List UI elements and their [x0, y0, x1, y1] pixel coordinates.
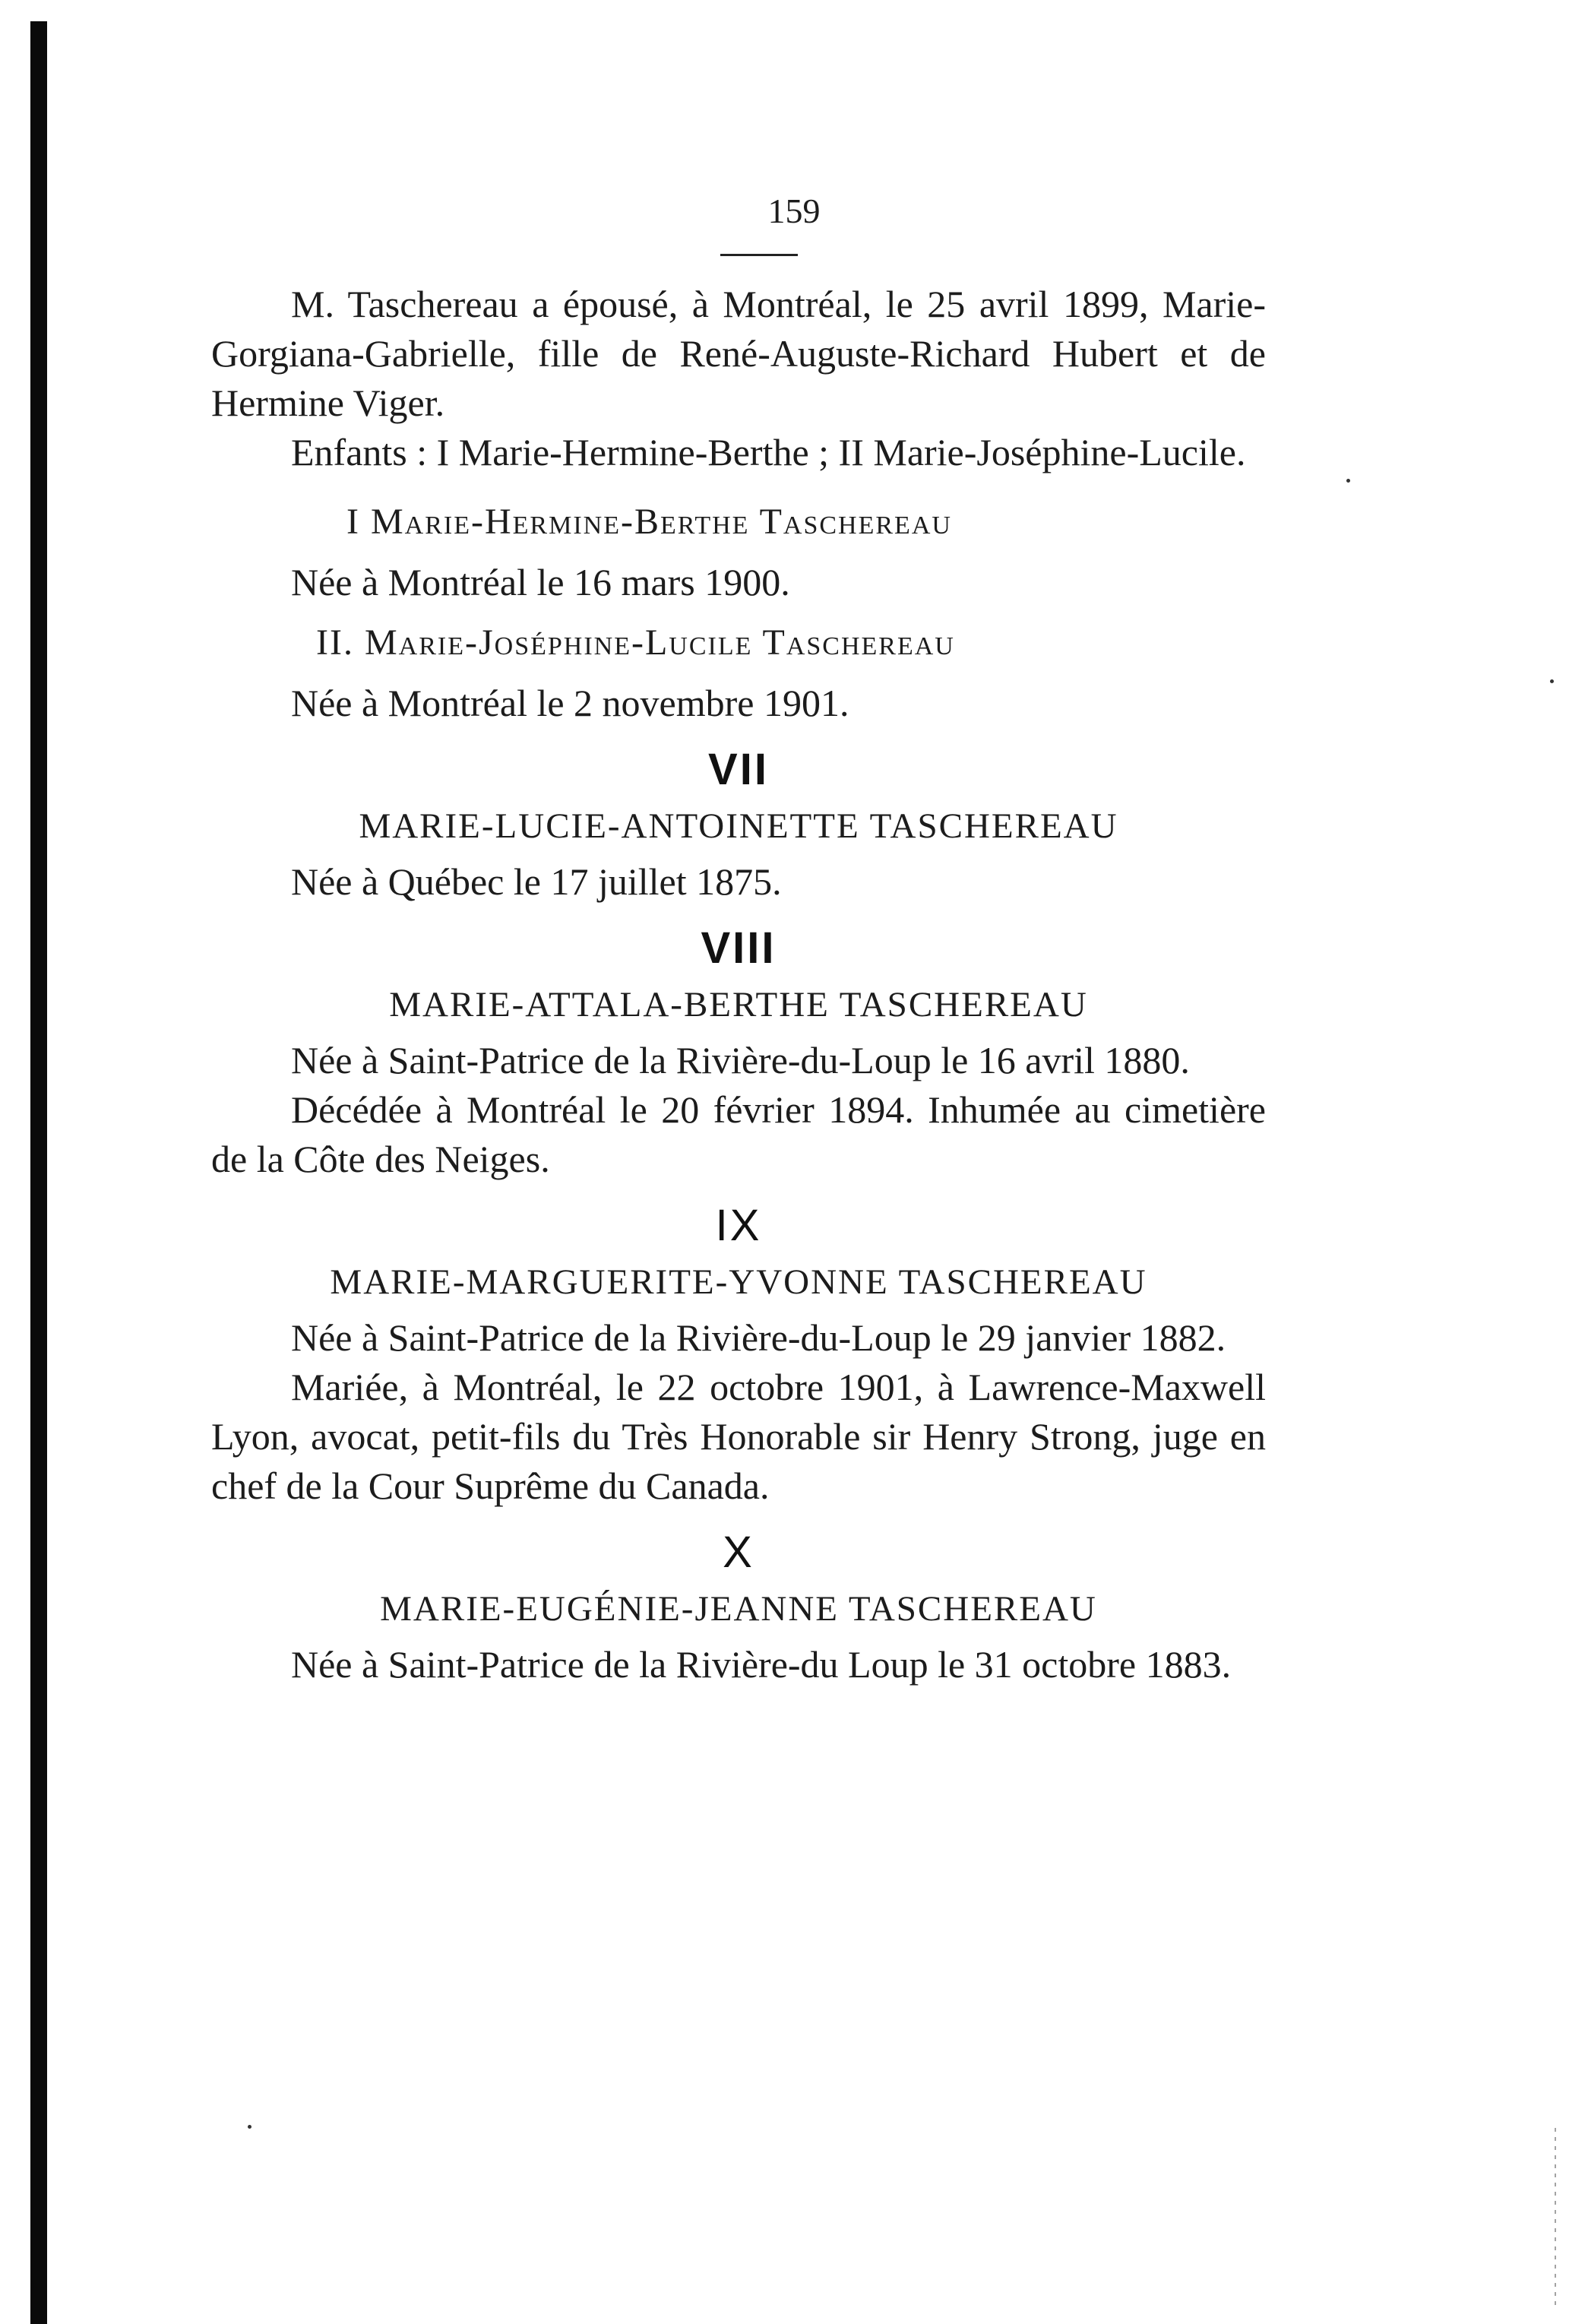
- section-paragraph: Née à Saint-Patrice de la Rivière-du-Loup le 16 avril 1880.: [291, 1039, 1190, 1081]
- page-number-rule: [720, 254, 798, 256]
- section-person-name: MARIE-EUGÉNIE-JEANNE TASCHEREAU: [380, 1589, 1097, 1629]
- child-birth-2: Née à Montréal le 2 novembre 1901.: [291, 682, 849, 724]
- page-body: [211, 280, 1266, 1689]
- marriage-paragraph: M. Taschereau a épousé, à Montréal, le 25 avril 1899, Marie-Gorgiana-Gabrielle, fille de René-Auguste-Richard Hubert et de Hermine Viger.: [211, 283, 1266, 424]
- section-person-name: MARIE-MARGUERITE-YVONNE TASCHEREAU: [330, 1262, 1147, 1302]
- section-paragraph: Née à Saint-Patrice de la Rivière-du Loup le 31 octobre 1883.: [291, 1643, 1232, 1686]
- child-birth-1: Née à Montréal le 16 mars 1900.: [291, 561, 790, 603]
- section-paragraph: Décédée à Montréal le 20 février 1894. Inhumée au cimetière de la Côte des Neiges.: [211, 1088, 1266, 1180]
- print-speck: [1346, 479, 1350, 483]
- section-paragraph: Mariée, à Montréal, le 22 octobre 1901, à Lawrence-Maxwell Lyon, avocat, petit-fils du Très Honorable sir Henry Strong, juge en chef de la Cour Suprême du Canada.: [211, 1366, 1266, 1507]
- print-speck: [1550, 679, 1554, 683]
- page-edge-mark: [1555, 2128, 1556, 2310]
- child-heading-1: I Marie-Hermine-Berthe Taschereau: [346, 502, 952, 542]
- children-list-paragraph: Enfants : I Marie-Hermine-Berthe ; II Marie-Joséphine-Lucile.: [291, 431, 1246, 473]
- section-paragraph: Née à Québec le 17 juillet 1875.: [291, 860, 782, 903]
- section-numeral: VIII: [701, 923, 777, 973]
- section-person-name: MARIE-ATTALA-BERTHE TASCHEREAU: [389, 985, 1088, 1024]
- section-numeral: IX: [715, 1201, 762, 1250]
- page-binding-edge: [30, 21, 47, 2324]
- section-paragraph: Née à Saint-Patrice de la Rivière-du-Loup le 29 janvier 1882.: [291, 1316, 1226, 1359]
- child-heading-2: II. Marie-Joséphine-Lucile Taschereau: [316, 622, 955, 663]
- section-numeral: VII: [708, 745, 769, 794]
- section-numeral: X: [723, 1528, 754, 1577]
- section-person-name: MARIE-LUCIE-ANTOINETTE TASCHEREAU: [359, 806, 1118, 846]
- print-speck: [248, 2125, 251, 2129]
- page-number: 159: [767, 192, 821, 230]
